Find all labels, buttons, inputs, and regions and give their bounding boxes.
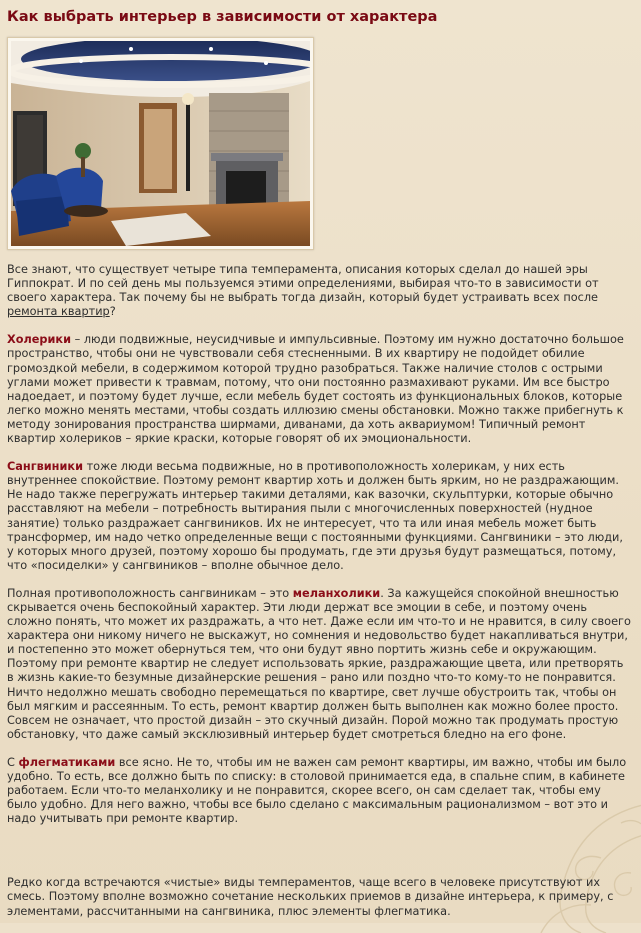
paragraph-melancholic-text: . За кажущейся спокойной внешностью скрывается очень беспокойный характер. Эти люди держат все эмоции в себе, и поэтому очень сложно понять, что может их раздражать, а что нет. Даже если им что-то и не нравится, в силу своего характера они никому ничего не выскажут, но сомнения и недовольство будет накапливаться внутри, и постепенно это может обернуться тем, что они будут явно портить жизнь себе и окружающим. Поэтому при ремонте квартир не следует использовать яркие, раздражающие цвета, или претворять в жизнь какие-то безумные дизайнерские решения – рано или поздно что-то кому-то не понравится. Ничто недолжно мешать свободно перемещаться по квартире, свет лучше обустроить так, чтобы он был мягким и рассеянным. То есть, ремонт квартир должен быть выполнен как можно более просто. Совсем не означает, что простой дизайн – это скучный дизайн. Порой можно так продумать простую обстановку, что даже самый эксклюзивный интерьер будет смотреться бледно на его фоне. xyxy=(7,586,631,741)
paragraph-melancholic xyxy=(7,587,633,742)
paragraph-phlegmatic-lead: С xyxy=(7,755,19,769)
paragraph-choleric-text: – люди подвижные, неусидчивые и импульсивные. Поэтому им нужно достаточно большое пространство, чтобы они не чувствовали себя стесненными. В их квартиру не подойдет обилие громоздкой мебели, в содержимом которой трудно разобраться. Также наличие столов с острыми углами может привести к травмам, потому, что они постоянно размахивают руками. Им все быстро надоедает, и поэтому будет лучше, если мебель будет состоять из функциональных блоков, которые легко можно менять местами, чтобы создать иллюзию смены обстановки. Можно также прибегнуть к методу зонирования пространства ширмами, диванами, да хоть аквариумом! Типичный ремонт квартир холериков – яркие краски, которые говорят об их эмоциональности. xyxy=(7,333,624,446)
paragraph-conclusion: Редко когда встречаются «чистые» виды темпераментов, чаще всего в человеке присутствуют их смесь. Поэтому вполне возможно сочетание нескольких приемов в дизайне интерьера, к примеру, с элементами, рассчитанными на сангвиника, плюс элементы флегматика. xyxy=(7,876,614,918)
paragraph-intro-end: ? xyxy=(109,305,116,319)
term-sanguine: Сангвиники xyxy=(7,460,83,474)
term-choleric: Холерики xyxy=(7,333,71,347)
article-title: Как выбрать интерьер в зависимости от характера xyxy=(7,9,438,25)
paragraph-phlegmatic-text: все ясно. Не то, чтобы им не важен сам ремонт квартиры, им важно, чтобы им было удобно. То есть, все должно быть по списку: в столовой принимается еда, в спальне спим, в кабинете работаем. Если что-то меланхолику и не понравится, скорее всего, он сам сделает так, чтобы ему было удобно. Для него важно, чтобы все было сделано с максимальным рационализмом – вот это и надо учитывать при ремонте квартир. xyxy=(7,755,627,826)
article-photo-frame xyxy=(7,37,314,250)
apartment-repair-link[interactable]: ремонта квартир xyxy=(7,305,110,319)
paragraph-intro-text: Все знают, что существует четыре типа темперамента, описания которых сделал до нашей эры Гиппократ. И по сей день мы пользуемся этими определениями, выбирая что-то в зависимости от своего характера. Так почему бы не выбрать тогда дизайн, который будет устраивать всех после xyxy=(7,263,599,305)
term-melancholic: меланхолики xyxy=(292,586,381,600)
article-body xyxy=(7,263,633,933)
term-phlegmatic: флегматиками xyxy=(18,755,116,769)
paragraph-phlegmatic xyxy=(7,756,633,826)
living-room-interior-photo-icon xyxy=(11,41,310,246)
paragraph-choleric xyxy=(7,333,633,446)
paragraph-intro xyxy=(7,263,633,319)
paragraph-sanguine-text: тоже люди весьма подвижные, но в противоположность холерикам, у них есть внутреннее спокойствие. Поэтому ремонт квартир хоть и должен быть ярким, но не раздражающим. Не надо также перегружать интерьер такими деталями, как вазочки, скульптурки, которые обычно расставляют на мебели – потребность вытирания пыли с многочисленных поверхностей (нудное занятие) только раздражает сангвиников. Их не интересует, что та или иная мебель может быть трансформер, им надо четко определенные вещи с постоянными функциями. Сангвиники – это люди, у которых много друзей, поэтому хорошо бы продумать, где эти друзья будут размещаться, потому, что «посиделки» у сангвиников – вполне обычное дело. xyxy=(7,460,623,572)
paragraph-melancholic-lead: Полная противоположность сангвиникам – это xyxy=(7,586,293,600)
paragraph-sanguine xyxy=(7,460,633,573)
